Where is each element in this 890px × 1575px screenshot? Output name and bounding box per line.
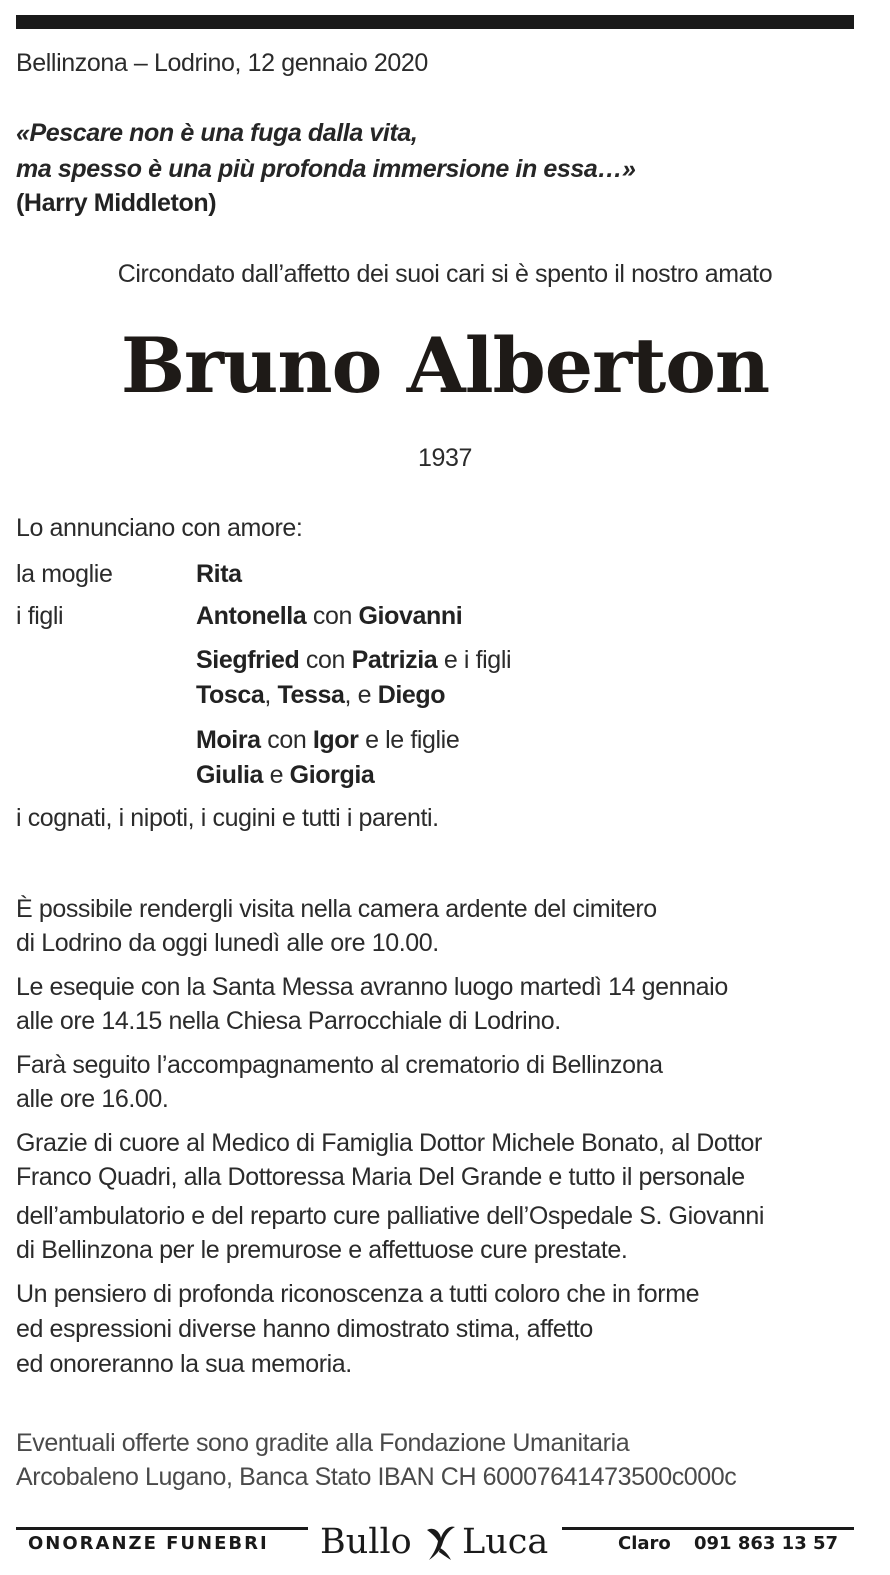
child-1-line xyxy=(196,599,462,633)
grandchild-tosca: Tosca xyxy=(196,681,265,709)
epigraph-line-2: ma spesso è una più profonda immersione in essa…» xyxy=(16,155,636,183)
cremation-line-1: Farà seguito l’accompagnamento al crematorio di Bellinzona xyxy=(16,1051,663,1079)
thanks-line-4: di Bellinzona per le premurose e affettuose cure prestate. xyxy=(16,1236,628,1264)
visit-line-1: È possibile rendergli visita nella camera ardente del cimitero xyxy=(16,895,657,923)
child-3-name: Moira xyxy=(196,726,261,754)
intro-text: Circondato dall’affetto dei suoi cari si è spento il nostro amato xyxy=(117,260,773,288)
child-2-partner: Patrizia xyxy=(351,646,438,674)
seagull-logo-icon xyxy=(424,1520,458,1564)
announcement-heading: Lo annunciano con amore: xyxy=(16,514,303,542)
child-2-con: con xyxy=(305,646,346,674)
place-date: Bellinzona – Lodrino, 12 gennaio 2020 xyxy=(16,49,428,77)
child-3-con: con xyxy=(267,726,307,754)
wife-label: la moglie xyxy=(16,560,113,588)
child-3-partner: Igor xyxy=(312,726,359,754)
funeral-line-1: Le esequie con la Santa Messa avranno luogo martedì 14 gennaio xyxy=(16,973,728,1001)
top-rule xyxy=(16,15,854,29)
grandchild-giorgia: Giorgia xyxy=(289,761,375,789)
grandchildren-sep: e xyxy=(269,761,284,789)
gratitude-line-2: ed espressioni diverse hanno dimostrato stima, affetto xyxy=(16,1315,593,1343)
wife-name: Rita xyxy=(196,560,242,588)
children-label: i figli xyxy=(16,602,64,630)
child-1-partner: Giovanni xyxy=(358,602,463,630)
footer-phone: 091 863 13 57 xyxy=(694,1533,839,1554)
footer-rule-right xyxy=(562,1527,854,1530)
child-1-name: Antonella xyxy=(196,602,307,630)
gratitude-line-1: Un pensiero di profonda riconoscenza a tutti coloro che in forme xyxy=(16,1280,700,1308)
relatives-line: i cognati, i nipoti, i cugini e tutti i parenti. xyxy=(16,804,439,832)
child-1-con: con xyxy=(312,602,352,630)
deceased-name: Bruno Alberton xyxy=(120,321,770,410)
child-3-suffix: e le figlie xyxy=(365,726,460,754)
grandchildren-1-line xyxy=(196,678,445,712)
epigraph-line-1: «Pescare non è una fuga dalla vita, xyxy=(16,119,418,147)
grandchild-tessa: Tessa xyxy=(277,681,345,709)
footer-city: Claro xyxy=(618,1533,671,1554)
donation-line-1: Eventuali offerte sono gradite alla Fondazione Umanitaria xyxy=(16,1429,630,1457)
visit-line-2: di Lodrino da oggi lunedì alle ore 10.00. xyxy=(16,929,439,957)
thanks-line-1: Grazie di cuore al Medico di Famiglia Dottor Michele Bonato, al Dottor xyxy=(16,1129,762,1157)
deceased-year: 1937 xyxy=(417,444,472,472)
grandchildren-sep-1: , xyxy=(264,681,271,709)
child-2-name: Siegfried xyxy=(196,646,300,674)
footer-rule-left xyxy=(16,1527,308,1530)
gratitude-line-3: ed onoreranno la sua memoria. xyxy=(16,1350,352,1378)
footer-brand-right: Luca xyxy=(462,1522,549,1562)
child-2-line xyxy=(196,643,511,677)
child-2-suffix: e i figli xyxy=(443,646,512,674)
child-3-line xyxy=(196,723,459,757)
donation-line-2: Arcobaleno Lugano, Banca Stato IBAN CH 60007641473500c000c xyxy=(16,1463,737,1491)
funeral-line-2: alle ore 14.15 nella Chiesa Parrocchiale di Lodrino. xyxy=(16,1007,561,1035)
grandchildren-sep-2: , e xyxy=(344,681,372,709)
thanks-line-3: dell’ambulatorio e del reparto cure palliative dell’Ospedale S. Giovanni xyxy=(16,1202,765,1230)
grandchild-giulia: Giulia xyxy=(196,761,264,789)
cremation-line-2: alle ore 16.00. xyxy=(16,1085,169,1113)
footer-label: ONORANZE FUNEBRI xyxy=(28,1533,269,1554)
epigraph-author: (Harry Middleton) xyxy=(16,189,217,217)
grandchild-diego: Diego xyxy=(377,681,446,709)
footer-brand-left: Bullo xyxy=(320,1522,412,1562)
thanks-line-2: Franco Quadri, alla Dottoressa Maria Del Grande e tutto il personale xyxy=(16,1163,745,1191)
grandchildren-2-line xyxy=(196,758,374,792)
